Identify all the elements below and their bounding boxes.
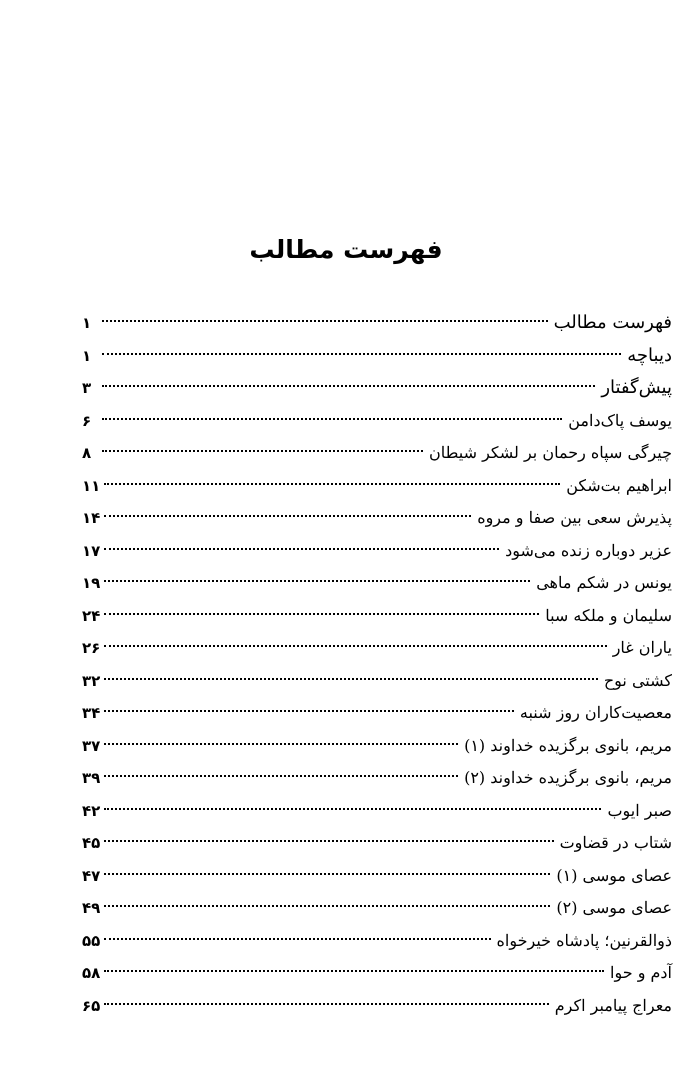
toc-entry — [82, 437, 672, 470]
dot-leader — [104, 515, 471, 517]
toc-entry — [82, 762, 672, 795]
dot-leader — [104, 743, 458, 745]
toc-entry — [82, 925, 672, 958]
dot-leader — [104, 1003, 548, 1005]
toc-entry — [82, 535, 672, 568]
toc-entry-label: دیباچه — [627, 344, 672, 366]
dot-leader — [102, 418, 562, 420]
toc-entry-label: یاران غار — [612, 638, 672, 657]
toc-entry — [82, 307, 672, 340]
toc-entry-page: ۳۲ — [82, 671, 101, 690]
dot-leader — [104, 710, 514, 712]
dot-leader — [104, 613, 539, 615]
dot-leader — [102, 450, 423, 452]
toc-entry-page: ۴۵ — [82, 834, 101, 852]
toc-entry — [82, 697, 672, 730]
toc-entry-label: چیرگی سپاه رحمان بر لشکر شیطان — [429, 443, 672, 462]
dot-leader — [104, 873, 550, 875]
toc-entry-page: ۳ — [82, 379, 92, 397]
dot-leader — [104, 840, 553, 842]
toc-entry-page: ۴۷ — [82, 866, 101, 885]
dot-leader — [104, 775, 458, 777]
toc-entry-label: معراج پیامبر اکرم — [554, 995, 672, 1015]
dot-leader — [102, 353, 621, 355]
toc-entry-page: ۱۹ — [82, 574, 101, 592]
toc-entry — [82, 632, 672, 665]
toc-entry — [82, 957, 672, 990]
dot-leader — [104, 970, 604, 972]
toc-entry-label: عصای موسی (۲) — [556, 898, 672, 917]
toc-entry — [82, 665, 672, 698]
toc-entry-label: پذیرش سعی بین صفا و مروه — [477, 508, 672, 527]
toc-entry-label: سلیمان و ملکه سبا — [545, 605, 672, 625]
toc-entry — [82, 827, 672, 860]
toc-entry-page: ۳۹ — [82, 769, 101, 787]
toc-entry — [82, 860, 672, 893]
toc-entry — [82, 567, 672, 600]
toc-entry-page: ۲۴ — [82, 606, 101, 625]
toc-entry-label: عصای موسی (۱) — [556, 865, 672, 885]
toc-entry-label: مریم، بانوی برگزیده خداوند (۱) — [464, 735, 672, 755]
dot-leader — [104, 678, 598, 680]
toc-entry-label: معصیت‌کاران روز شنبه — [519, 703, 672, 722]
dot-leader — [104, 548, 499, 550]
dot-leader — [104, 808, 601, 810]
table-of-contents — [82, 307, 672, 1022]
toc-entry — [82, 340, 672, 373]
toc-entry — [82, 892, 672, 925]
toc-entry-page: ۳۴ — [82, 704, 101, 722]
dot-leader — [104, 645, 606, 647]
toc-entry-label: آدم و حوا — [610, 963, 672, 982]
toc-entry-label: یونس در شکم ماهی — [536, 573, 672, 592]
toc-entry-page: ۴۲ — [82, 801, 101, 820]
toc-entry-page: ۶۵ — [82, 996, 101, 1015]
dot-leader — [104, 483, 560, 485]
toc-entry-page: ۵۵ — [82, 931, 101, 950]
toc-entry-label: پیش‌گفتار — [601, 377, 672, 398]
dot-leader — [102, 320, 548, 322]
toc-entry-label: ذوالقرنین؛ پادشاه خیرخواه — [496, 930, 672, 950]
toc-entry-label: عزیر دوباره زنده می‌شود — [505, 540, 672, 560]
toc-entry-label: کشتی نوح — [603, 670, 672, 690]
toc-entry-page: ۵۸ — [82, 964, 101, 982]
toc-entry — [82, 405, 672, 438]
toc-entry — [82, 795, 672, 828]
toc-entry-page: ۶ — [82, 411, 92, 430]
toc-entry-page: ۱۷ — [82, 541, 101, 560]
toc-entry-label: ابراهیم بت‌شکن — [566, 475, 672, 495]
dot-leader — [104, 905, 550, 907]
toc-entry — [82, 600, 672, 633]
dot-leader — [104, 580, 530, 582]
page-title: فهرست مطالب — [249, 235, 443, 264]
toc-entry — [82, 470, 672, 503]
toc-entry-page: ۱ — [82, 346, 92, 365]
toc-entry — [82, 990, 672, 1023]
toc-entry — [82, 730, 672, 763]
toc-entry-label: مریم، بانوی برگزیده خداوند (۲) — [464, 768, 672, 787]
toc-entry — [82, 372, 672, 405]
toc-entry-page: ۸ — [82, 444, 92, 462]
dot-leader — [102, 385, 595, 387]
toc-entry-page: ۱۴ — [82, 509, 101, 527]
toc-entry-label: شتاب در قضاوت — [559, 833, 672, 852]
toc-entry-page: ۱۱ — [82, 476, 101, 495]
toc-entry-label: یوسف پاک‌دامن — [568, 410, 672, 430]
toc-entry-label: فهرست مطالب — [553, 312, 672, 333]
toc-entry — [82, 502, 672, 535]
dot-leader — [104, 938, 490, 940]
toc-entry-page: ۴۹ — [82, 899, 101, 917]
toc-entry-page: ۳۷ — [82, 736, 101, 755]
toc-entry-label: صبر ایوب — [607, 800, 672, 820]
toc-entry-page: ۱ — [82, 314, 92, 332]
toc-entry-page: ۲۶ — [82, 639, 101, 657]
